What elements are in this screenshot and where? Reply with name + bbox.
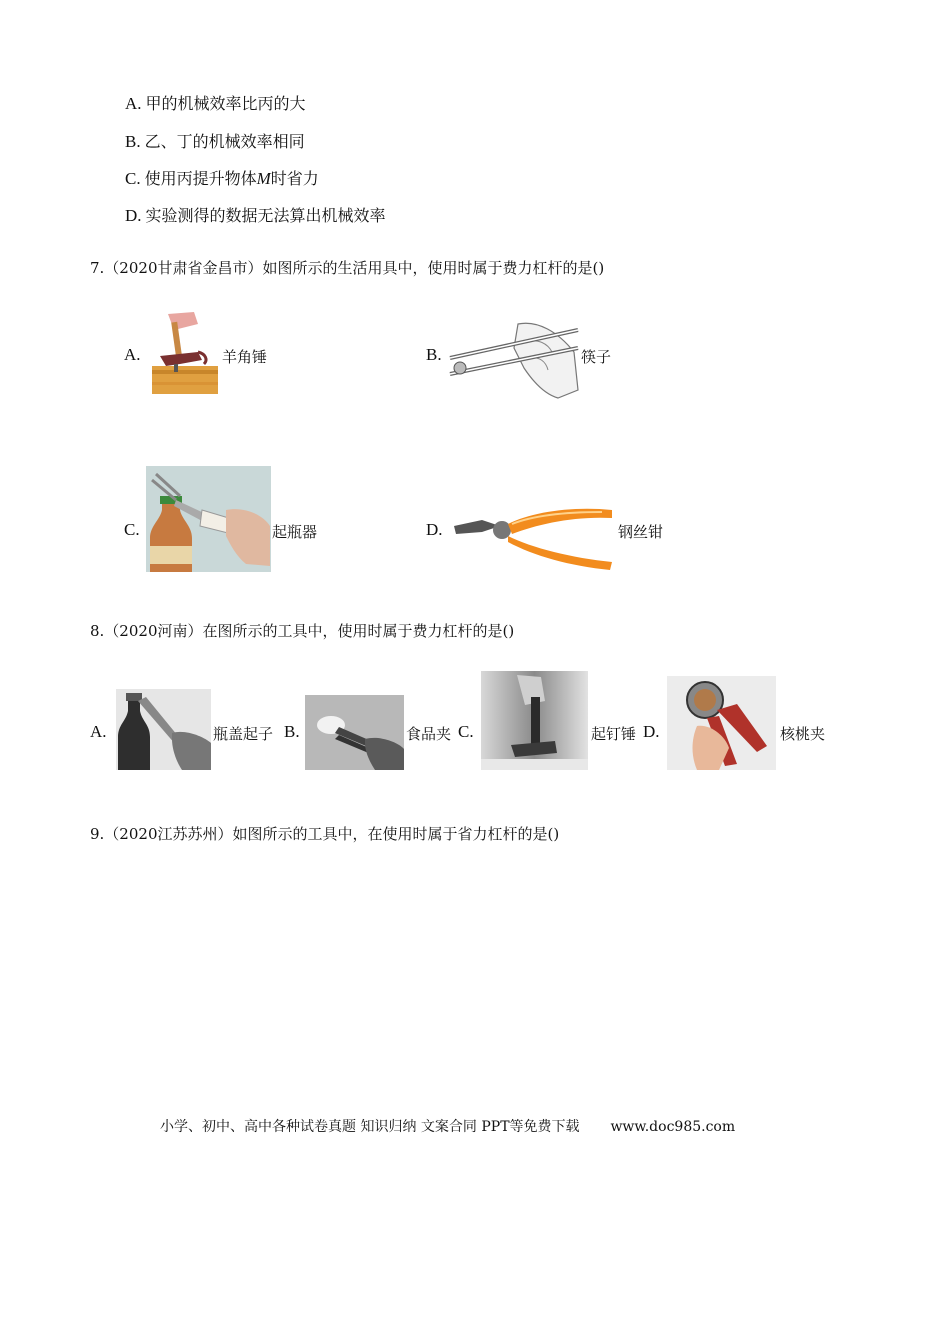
- cap-lifter-icon: [116, 689, 211, 770]
- q7-b-letter: B.: [426, 345, 442, 364]
- claw-hammer-icon: [150, 308, 220, 396]
- option-letter: D.: [125, 206, 142, 225]
- q8-stem: 8.（2020河南）在图所示的工具中，使用时属于费力杠杆的是(): [90, 622, 515, 640]
- q8-b-letter: B.: [284, 722, 300, 741]
- q8-c-label: 起钉锤: [591, 725, 637, 743]
- option-text: 实验测得的数据无法算出机械效率: [145, 206, 386, 225]
- option-text: 乙、丁的机械效率相同: [144, 132, 305, 151]
- food-tongs-icon: [305, 695, 404, 770]
- q7-stem: 7.（2020甘肃省金昌市）如图所示的生活用具中，使用时属于费力杠杆的是(): [90, 259, 605, 277]
- footer-url[interactable]: www.doc985.com: [610, 1119, 736, 1135]
- option-text: 时省力: [270, 169, 319, 188]
- q8-c-letter: C.: [458, 722, 474, 741]
- option-letter: A.: [125, 94, 142, 113]
- nail-hammer-icon: [481, 671, 588, 770]
- q8-d-label: 核桃夹: [780, 725, 826, 743]
- q8-a-letter: A.: [90, 722, 107, 741]
- q9-stem: 9.（2020江苏苏州）如图所示的工具中，在使用时属于省力杠杆的是(): [90, 825, 560, 843]
- q7-a-label: 羊角锤: [222, 348, 268, 366]
- q7-d-letter: D.: [426, 520, 443, 539]
- option-letter: C.: [125, 169, 141, 188]
- footer: [160, 1116, 735, 1136]
- q6-option-d: [125, 206, 386, 226]
- q8-a-label: 瓶盖起子: [213, 725, 274, 743]
- bottle-opener-icon: [146, 466, 271, 572]
- nutcracker-icon: [667, 676, 776, 770]
- q8-b-label: 食品夹: [406, 725, 452, 743]
- q7-c-label: 起瓶器: [272, 523, 318, 541]
- q7-d-label: 钢丝钳: [618, 523, 664, 541]
- q7-a-letter: A.: [124, 345, 141, 364]
- option-letter: B.: [125, 132, 141, 151]
- variable-m: M: [256, 169, 271, 188]
- q7-b-label: 筷子: [581, 348, 612, 366]
- footer-text: 小学、初中、高中各种试卷真题 知识归纳 文案合同 PPT等免费下载: [160, 1119, 580, 1135]
- q7-c-letter: C.: [124, 520, 140, 539]
- q6-option-c: [125, 169, 319, 189]
- chopsticks-icon: [448, 318, 580, 400]
- pliers-icon: [452, 496, 616, 570]
- q6-option-a: [125, 94, 306, 114]
- q8-d-letter: D.: [643, 722, 660, 741]
- option-text: 甲的机械效率比丙的大: [145, 94, 306, 113]
- option-text: 使用丙提升物体: [144, 169, 257, 188]
- q6-option-b: [125, 132, 305, 152]
